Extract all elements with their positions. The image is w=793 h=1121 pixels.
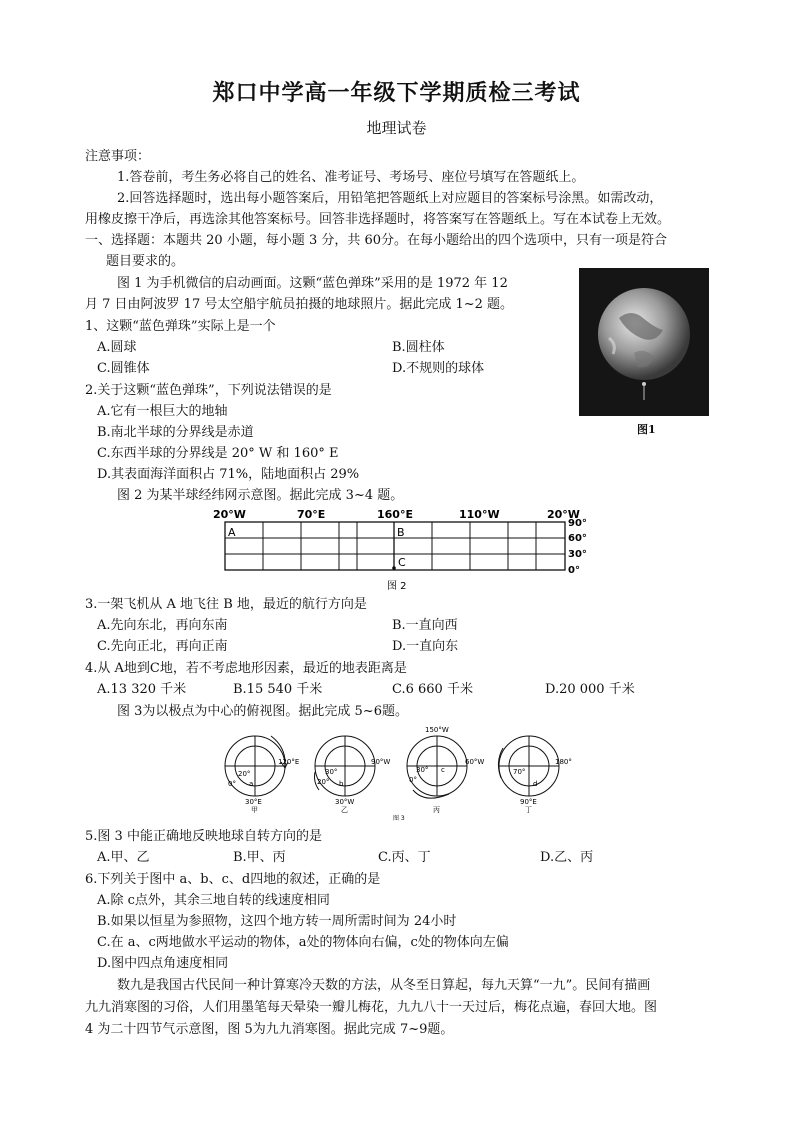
fig3-caption: 图 3: [393, 815, 405, 822]
q5-option-b: B.甲、丙: [233, 850, 286, 865]
diagram-name: 乙: [341, 806, 348, 814]
q2-option-d: D.其表面海洋面积占 71%，陆地面积占 29%: [97, 467, 360, 482]
diagram-bing: [407, 726, 484, 814]
q6-option-c: C.在 a、c两地做水平运动的物体，a处的物体向右偏，c处的物体向左偏: [97, 935, 509, 950]
point-label: d: [533, 780, 538, 788]
diagram-name: 丁: [525, 806, 532, 814]
meridian-label: 90°W: [371, 758, 391, 766]
diagram-jia: [225, 736, 299, 814]
meridian-label: 60°W: [465, 758, 485, 766]
lat-label: 0°: [409, 776, 417, 784]
q2-option-c: C.东西半球的分界线是 20° W 和 160° E: [97, 446, 339, 461]
q5-option-a: A.甲、乙: [97, 850, 150, 865]
para-nine-line1: 数九是我国古代民间一种计算寒冷天数的方法，从冬至日算起，每九天算“一九”。民间有描画: [117, 978, 651, 993]
para-nine-line2: 九九消寒图的习俗，人们用墨笔每天晕染一瓣儿梅花，九九八十一天过后，梅花点遍，春回大地。图: [85, 1000, 658, 1015]
point-label: a: [249, 780, 254, 788]
fig2-intro: 图 2 为某半球经纬网示意图。据此完成 3~4 题。: [117, 488, 404, 503]
q6-stem: 6.下列关于图中 a、b、c、d四地的叙述，正确的是: [85, 872, 381, 887]
q2-stem: 2.关于这颗“蓝色弹珠”，下列说法错误的是: [85, 383, 332, 398]
section-heading: 一、选择题：本题共 20 小题，每小题 3 分，共 60分。在每小题给出的四个选项中，只有一项是符合: [85, 233, 668, 248]
lat-label: 0°: [228, 780, 236, 788]
fig2-caption: 图 2: [387, 581, 407, 592]
diagram-yi: [315, 736, 391, 814]
q1-option-c: C.圆锥体: [97, 361, 150, 376]
diagram-ding: [498, 736, 571, 814]
bottom-label: 90°E: [520, 798, 537, 806]
top-label: 150°W: [425, 726, 449, 734]
q4-option-d: D.20 000 千米: [545, 682, 635, 697]
q5-option-c: C.丙、丁: [378, 850, 431, 865]
q2-option-a: A.它有一根巨大的地轴: [97, 404, 228, 419]
lat-label: 30°: [568, 549, 587, 560]
lat-label: 20°: [238, 770, 251, 778]
q3-stem: 3.一架飞机从 A 地飞往 B 地，最近的航行方向是: [85, 597, 367, 612]
q1-option-a: A.圆球: [97, 340, 137, 355]
diagram-name: 丙: [433, 806, 440, 814]
fig1-intro-cont: 月 7 日由阿波罗 17 号太空船宇航员拍摄的地球照片。据此完成 1~2 题。: [85, 297, 514, 312]
point-b-label: B: [397, 526, 405, 539]
q3-option-d: D.一直向东: [392, 639, 459, 654]
fig1-earth-photo: [579, 268, 709, 416]
lat-label: 30°: [325, 768, 338, 776]
notice-item-2: 2.回答选择题时，选出每小题答案后，用铅笔把答题纸上对应题目的答案标号涂黑。如需改动，: [117, 191, 663, 206]
q1-stem: 1、这颗“蓝色弹珠”实际上是一个: [85, 319, 276, 334]
lat-label: 30°: [416, 766, 429, 774]
lon-label: 20°W: [213, 508, 246, 521]
lon-label: 20°W: [547, 508, 580, 521]
earth-image: [579, 268, 709, 416]
q4-option-b: B.15 540 千米: [233, 682, 323, 697]
fig2-graticule: [205, 505, 590, 595]
diagram-name: 甲: [251, 806, 258, 814]
q3-option-b: B.一直向西: [392, 618, 458, 633]
meridian-label: 180°: [555, 758, 572, 766]
q4-option-c: C.6 660 千米: [392, 682, 473, 697]
q6-option-b: B.如果以恒星为参照物，这四个地方转一周所需时间为 24小时: [97, 914, 457, 929]
meridian-label: 120°E: [278, 758, 300, 766]
q6-option-d: D.图中四点角速度相同: [97, 956, 229, 971]
point-label: c: [441, 766, 445, 774]
lon-label: 110°W: [459, 508, 500, 521]
fig1-label: 图1: [637, 423, 656, 436]
q4-option-a: A.13 320 千米: [97, 682, 187, 697]
point-label: b: [339, 780, 344, 788]
q4-stem: 4.从 A地到C地，若不考虑地形因素，最近的地表距离是: [85, 661, 407, 676]
notice-item-1: 1.答卷前，考生务必将自己的姓名、准考证号、考场号、座位号填写在答题纸上。: [117, 170, 585, 185]
q5-option-d: D.乙、丙: [540, 850, 594, 865]
fig2-svg: [205, 505, 590, 595]
q1-option-d: D.不规则的球体: [392, 361, 485, 376]
point-c-label: C: [398, 556, 406, 569]
q1-option-b: B.圆柱体: [392, 340, 445, 355]
page-subtitle: 地理试卷: [366, 119, 427, 137]
bottom-label: 30°E: [245, 798, 262, 806]
q3-option-a: A.先向东北，再向东南: [97, 618, 228, 633]
lat-label: 0°: [568, 565, 580, 576]
q2-option-b: B.南北半球的分界线是赤道: [97, 425, 254, 440]
q5-stem: 5.图 3 中能正确地反映地球自转方向的是: [85, 829, 322, 844]
page-title: 郑口中学高一年级下学期质检三考试: [212, 80, 581, 106]
lon-label: 160°E: [377, 508, 413, 521]
lat-label: 90°: [568, 518, 587, 529]
fig3-svg: [215, 720, 585, 825]
lat-label: 20°: [317, 778, 330, 786]
lon-label: 70°E: [297, 508, 326, 521]
fig1-intro: 图 1 为手机微信的启动画面。这颗“蓝色弹珠”采用的是 1972 年 12: [117, 276, 508, 291]
point-a-label: A: [228, 526, 236, 539]
lat-label: 70°: [513, 768, 526, 776]
notice-heading: 注意事项：: [85, 149, 151, 164]
fig3-intro: 图 3为以极点为中心的俯视图。据此完成 5~6题。: [117, 704, 408, 719]
lat-label: 60°: [568, 533, 587, 544]
q6-option-a: A.除 c点外，其余三地自转的线速度相同: [97, 893, 330, 908]
notice-item-2-cont: 用橡皮擦干净后，再选涂其他答案标号。回答非选择题时，将答案写在答题纸上。写在本试卷上无效。: [85, 212, 671, 227]
bottom-label: 30°W: [335, 798, 355, 806]
section-heading-cont: 题目要求的。: [106, 254, 185, 269]
fig3-polar-views: [215, 720, 585, 825]
q3-option-c: C.先向正北，再向正南: [97, 639, 228, 654]
para-nine-line3: 4 为二十四节气示意图，图 5为九九消寒图。据此完成 7~9题。: [85, 1022, 454, 1037]
